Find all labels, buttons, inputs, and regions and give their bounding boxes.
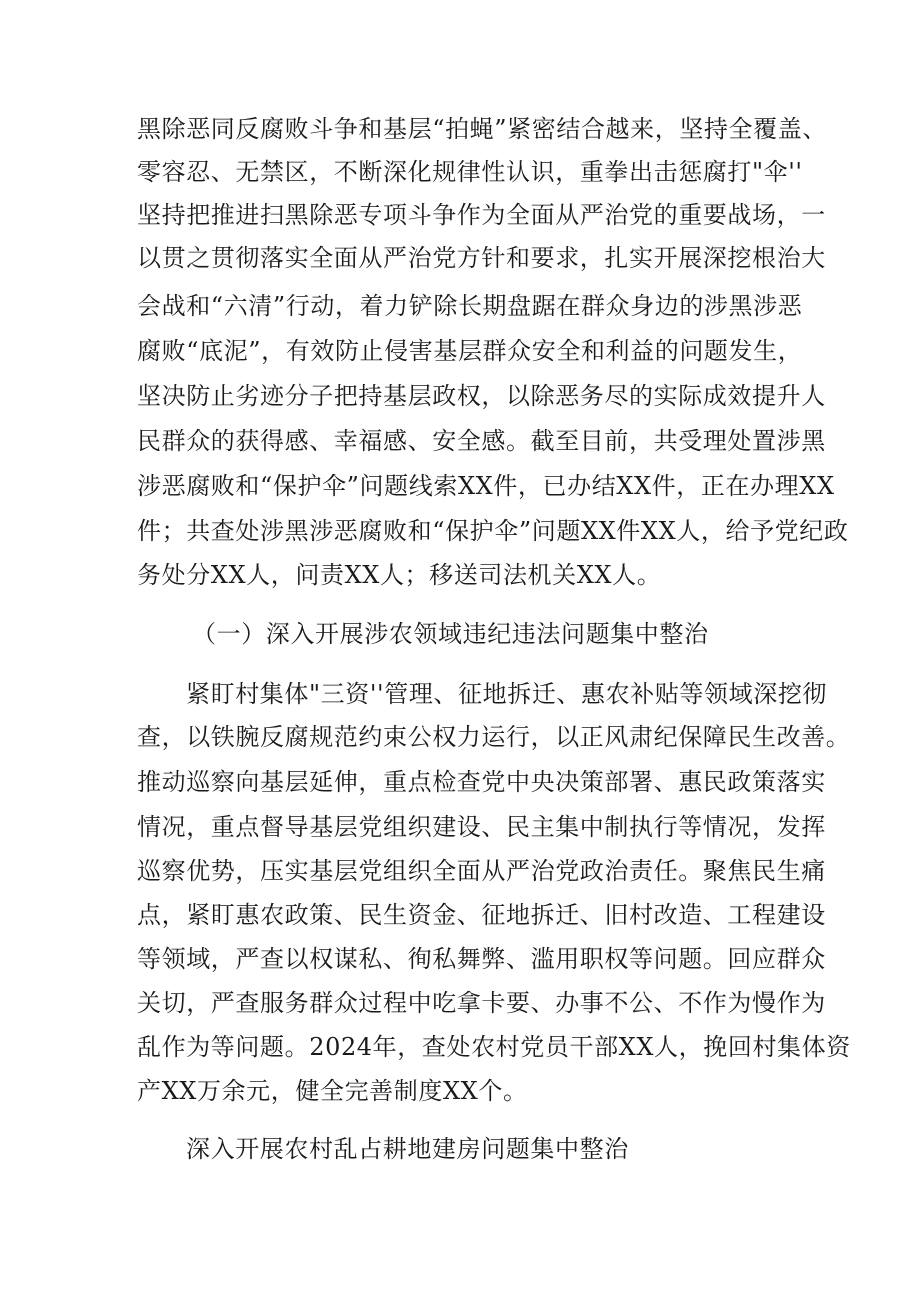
paragraph-2-line: 点，紧盯惠农政策、民生资金、征地拆迁、旧村改造、工程建设 — [137, 901, 826, 929]
paragraph-1-line: 务处分XX人，问责XX人；移送司法机关XX人。 — [137, 561, 662, 589]
paragraph-2-line: 查，以铁腕反腐规范约束公权力运行，以正风肃纪保障民生改善。 — [137, 723, 851, 751]
paragraph-2-line: 紧盯村集体"三资''管理、征地拆迁、惠农补贴等领域深挖彻 — [186, 680, 828, 708]
paragraph-2-line: 情况，重点督导基层党组织建设、民主集中制执行等情况，发挥 — [137, 813, 826, 841]
paragraph-1-line: 以贯之贯彻落实全面从严治党方针和要求，扎实开展深挖根治大 — [137, 244, 826, 272]
paragraph-1-line: 会战和“六清”行动，着力铲除长期盘踞在群众身边的涉黑涉恶 — [137, 292, 803, 320]
paragraph-2-line: 乱作为等问题。2024年，查处农村党员干部XX人，挽回村集体资 — [137, 1033, 851, 1061]
paragraph-1-line: 民群众的获得感、幸福感、安全感。截至目前，共受理处置涉黑 — [137, 427, 826, 455]
paragraph-2-line: 推动巡察向基层延伸，重点检查党中央决策部署、惠民政策落实 — [137, 768, 826, 796]
paragraph-2-line: 巡察优势，压实基层党组织全面从严治党政治责任。聚焦民生痛 — [137, 857, 826, 885]
paragraph-1-line: 坚持把推进扫黑除恶专项斗争作为全面从严治党的重要战场，一 — [137, 201, 826, 229]
paragraph-1-line: 件；共查处涉黑涉恶腐败和“保护伞”问题XX件XX人，给予党纪政 — [137, 517, 849, 545]
paragraph-2-line: 等领域，严查以权谋私、徇私舞弊、滥用职权等问题。回应群众 — [137, 945, 826, 973]
paragraph-2-line: 关切，严查服务群众过程中吃拿卡要、办事不公、不作为慢作为 — [137, 989, 826, 1017]
section-heading-2: 深入开展农村乱占耕地建房问题集中整治 — [186, 1135, 629, 1163]
paragraph-1-line: 黑除恶同反腐败斗争和基层“拍蝇”紧密结合越来，坚持全覆盖、 — [137, 115, 827, 143]
section-heading-1: （一）深入开展涉农领域违纪违法问题集中整治 — [192, 620, 709, 648]
paragraph-1-line: 涉恶腐败和“保护伞”问题线索XX件，已办结XX件，正在办理XX — [137, 472, 835, 500]
paragraph-1-line: 坚决防止劣迹分子把持基层政权，以除恶务尽的实际成效提升人 — [137, 382, 826, 410]
paragraph-1-line: 腐败“底泥”，有效防止侵害基层群众安全和利益的问题发生， — [137, 337, 803, 365]
paragraph-1-line: 零容忍、无禁区，不断深化规律性认识，重拳出击惩腐打"伞'' — [137, 158, 803, 186]
paragraph-2-line: 产XX万余元，健全完善制度XX个。 — [137, 1077, 528, 1105]
